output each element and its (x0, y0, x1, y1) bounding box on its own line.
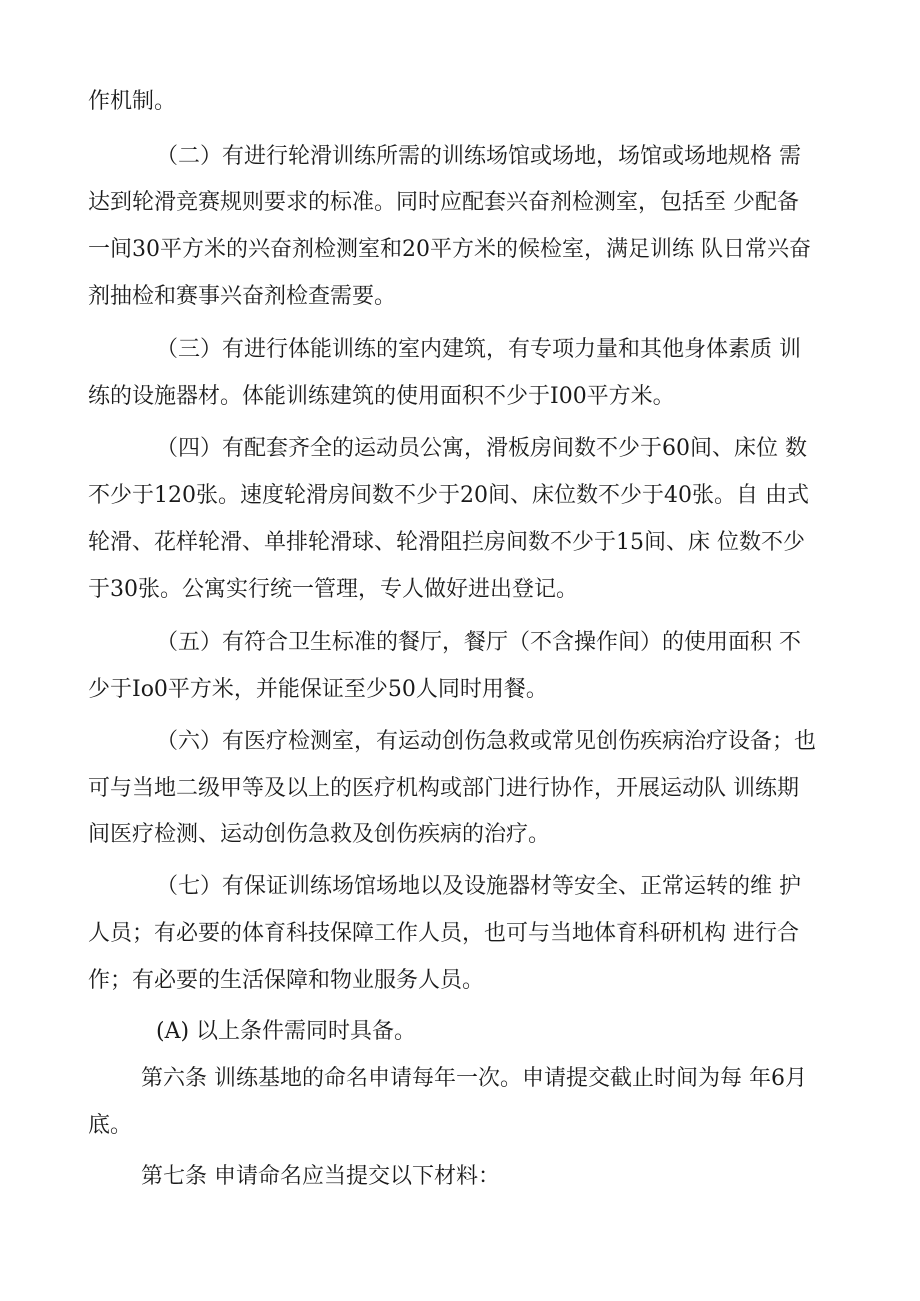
paragraph-line: （七）有保证训练场馆场地以及设施器材等安全、正常运转的维 护 (156, 874, 801, 899)
paragraph-line: (A) 以上条件需同时具备。 (156, 1019, 417, 1044)
text-line: 于30张。公寓实行统一管理，专人做好进出登记。 (88, 577, 578, 602)
text-line: 一间30平方米的兴奋剂检测室和20平方米的候检室，满足训练 队日常兴奋 (88, 237, 811, 262)
text-line: 不少于120张。速度轮滑房间数不少于20间、床位数不少于40张。自 由式 (88, 483, 809, 508)
article-line: 第六条 训练基地的命名申请每年一次。申请提交截止时间为每 年6月 (141, 1066, 807, 1091)
paragraph-line: （四）有配套齐全的运动员公寓，滑板房间数不少于60间、床位 数 (156, 436, 807, 461)
text-line: 剂抽检和赛事兴奋剂检查需要。 (88, 284, 397, 309)
text-line: 达到轮滑竞赛规则要求的标准。同时应配套兴奋剂检测室，包括至 少配备 (88, 190, 799, 215)
text-line: 作机制。 (88, 89, 177, 114)
paragraph-line: （三）有进行体能训练的室内建筑，有专项力量和其他身体素质 训 (156, 337, 801, 362)
text-line: 间医疗检测、运动创伤急救及创伤疾病的治疗。 (88, 822, 551, 847)
text-line: 轮滑、花样轮滑、单排轮滑球、轮滑阻拦房间数不少于15间、床 位数不少 (88, 530, 805, 555)
paragraph-line: （二）有进行轮滑训练所需的训练场馆或场地，场馆或场地规格 需 (156, 144, 801, 169)
text-line: 人员；有必要的体育科技保障工作人员，也可与当地体育科研机构 进行合 (88, 921, 799, 946)
text-line: 底。 (88, 1113, 133, 1138)
article-line: 第七条 申请命名应当提交以下材料： (141, 1164, 500, 1189)
text-line: 可与当地二级甲等及以上的医疗机构或部门进行协作，开展运动队 训练期 (88, 776, 799, 801)
paragraph-line: （六）有医疗检测室，有运动创伤急救或常见创伤疾病治疗设备；也 (156, 729, 817, 754)
paragraph-line: （五）有符合卫生标准的餐厅，餐厅（不含操作间）的使用面积 不 (156, 630, 801, 655)
text-line: 练的设施器材。体能训练建筑的使用面积不少于I00平方米。 (88, 384, 675, 409)
text-line: 作；有必要的生活保障和物业服务人员。 (88, 968, 485, 993)
text-line: 少于Io0平方米，并能保证至少50人同时用餐。 (88, 677, 548, 702)
